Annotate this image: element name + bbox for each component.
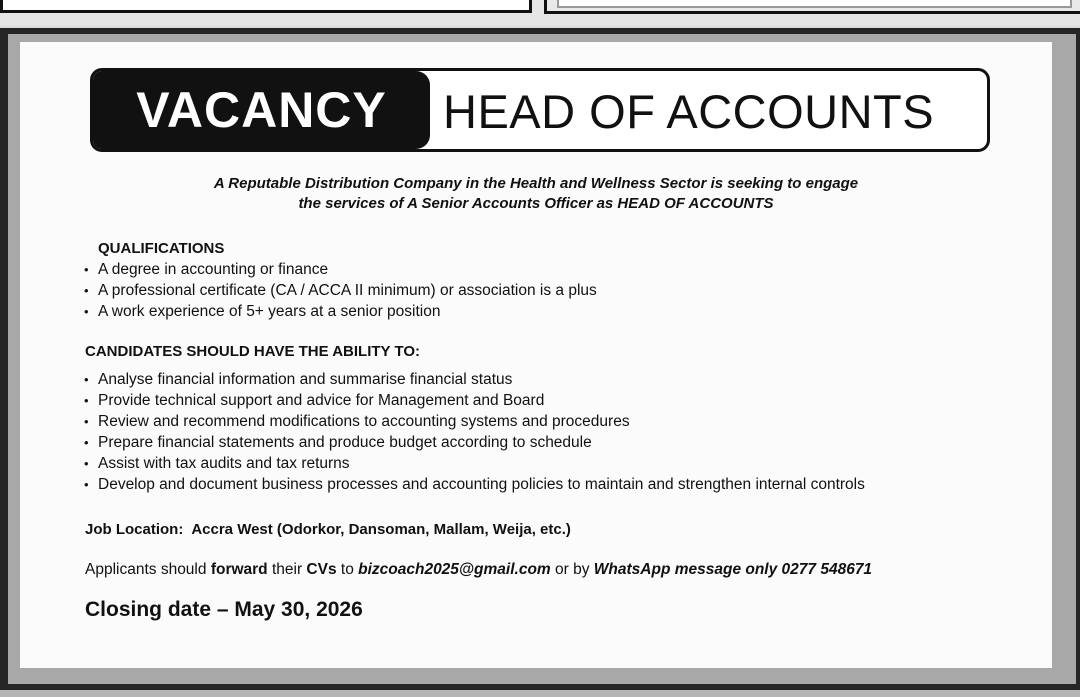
job-location (85, 520, 571, 540)
vacancy-banner (90, 68, 990, 152)
apply-text-1: Applicants should (85, 561, 211, 578)
advert-paper (20, 42, 1052, 668)
previous-clipping-right-inner (557, 0, 1072, 8)
qualifications-list (84, 259, 597, 322)
apply-text-3: to (336, 561, 359, 578)
list-item: • Provide technical support and advice for Management and Board (84, 390, 865, 411)
list-item: • Assist with tax audits and tax returns (84, 453, 865, 474)
intro-line-1: A Reputable Distribution Company in the Health and Wellness Sector is seeking to engage (213, 175, 859, 192)
previous-clipping-strip (0, 0, 1080, 26)
list-item: • A work experience of 5+ years at a senior position (84, 301, 597, 322)
list-item: • Review and recommend modifications to accounting systems and procedures (84, 411, 865, 432)
job-location-value: Accra West (Odorkor, Dansoman, Mallam, Weija, etc.) (191, 521, 571, 538)
intro-line-2: the services of A Senior Accounts Officer as HEAD OF ACCOUNTS (298, 195, 774, 212)
advert-frame (0, 28, 1080, 690)
job-location-label: Job Location: (85, 521, 184, 538)
abilities-list (84, 369, 865, 495)
apply-text-4: or by (550, 561, 594, 578)
apply-text-cvs: CVs (306, 561, 337, 578)
previous-clipping-left (0, 0, 532, 13)
advert-mat (8, 34, 1076, 684)
list-item: • A professional certificate (CA / ACCA II minimum) or association is a plus (84, 280, 597, 301)
apply-text-2: their (267, 561, 307, 578)
apply-email: bizcoach2025@gmail.com (358, 561, 551, 578)
apply-whatsapp: WhatsApp message only 0277 548671 (593, 561, 873, 578)
list-item: • A degree in accounting or finance (84, 259, 597, 280)
next-clipping-strip (0, 690, 1080, 697)
list-item: • Analyse financial information and summarise financial status (84, 369, 865, 390)
apply-text-forward: forward (210, 561, 268, 578)
qualifications-heading: QUALIFICATIONS (98, 240, 225, 257)
job-title: HEAD OF ACCOUNTS (443, 85, 935, 138)
previous-clipping-right (544, 0, 1080, 14)
vacancy-tag: VACANCY (136, 82, 387, 138)
list-item: • Develop and document business processes and accounting policies to maintain and strengthen internal controls (84, 474, 865, 495)
abilities-heading: CANDIDATES SHOULD HAVE THE ABILITY TO: (85, 343, 421, 360)
closing-date: Closing date – May 30, 2026 (85, 598, 363, 621)
application-instructions (85, 560, 872, 580)
list-item: • Prepare financial statements and produce budget according to schedule (84, 432, 865, 453)
